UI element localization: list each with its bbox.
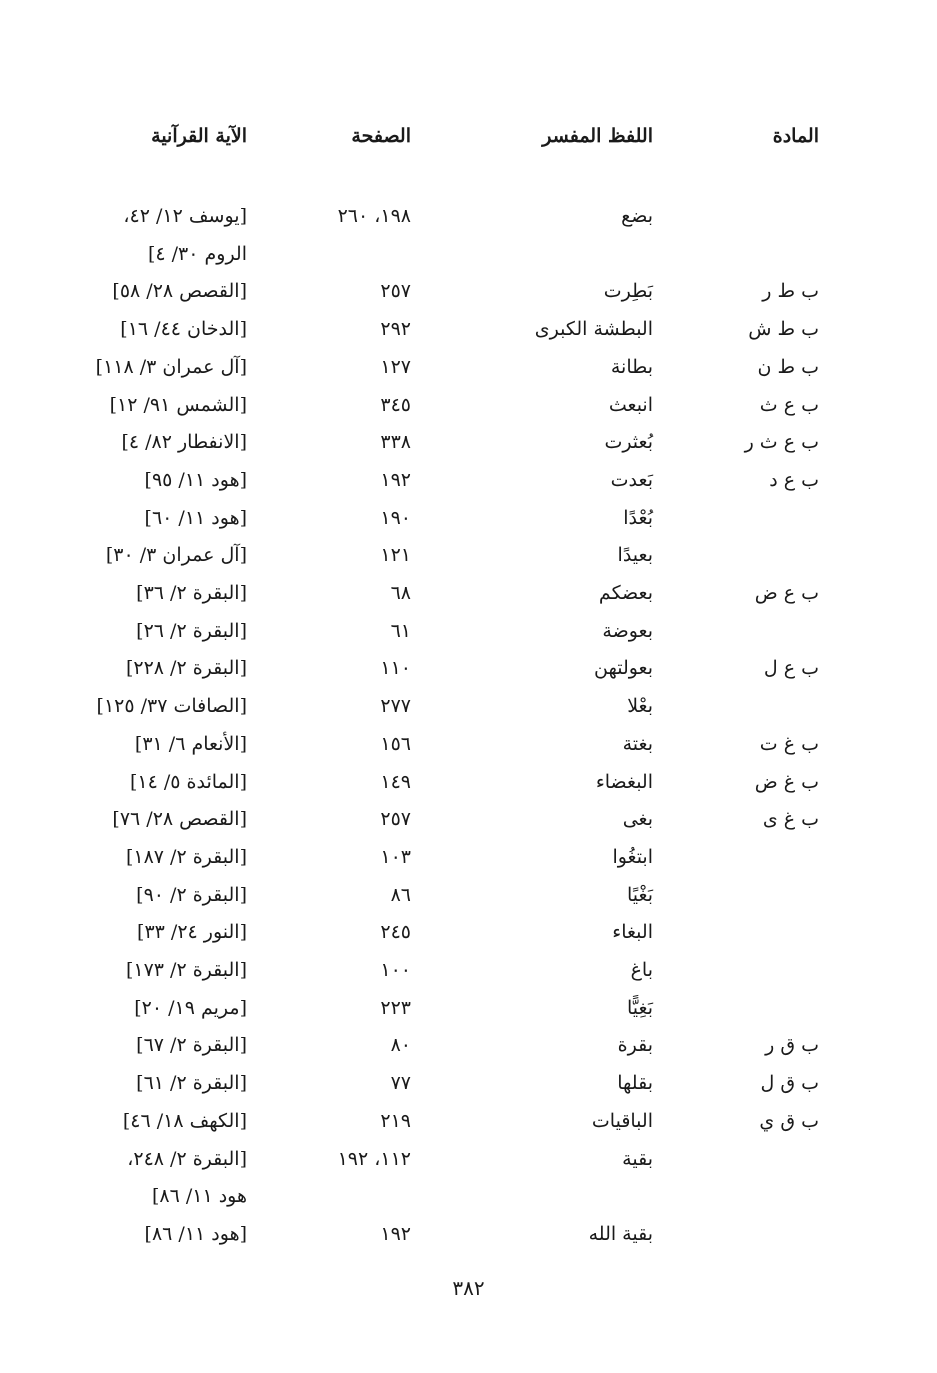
row-ayah: [البقرة ٢/ ٩٠]: [136, 884, 247, 906]
row-ayah: [الكهف ١٨/ ٤٦]: [122, 1110, 247, 1132]
row-lafz: البغاء: [612, 921, 653, 943]
table-row: [0, 732, 937, 762]
row-lafz: بَطِرت: [603, 280, 653, 302]
row-page: ٢٧٧: [380, 695, 411, 717]
row-ayah: [البقرة ٢/ ٢٤٨،: [127, 1148, 247, 1170]
row-ayah: [هود ١١/ ٦٠]: [144, 507, 247, 529]
row-madda: ب ط ش: [748, 318, 819, 340]
row-lafz: بَعدت: [610, 469, 653, 491]
row-lafz: بغتة: [622, 733, 653, 755]
row-lafz: ابتغُوا: [612, 846, 653, 868]
table-row: [0, 958, 937, 988]
table-row: [0, 694, 937, 724]
table-row: [0, 656, 937, 686]
table-row: [0, 279, 937, 309]
row-madda: ب ع ث: [759, 394, 819, 416]
row-madda: ب ع ث ر: [744, 431, 819, 453]
row-page: ١٠٣: [380, 846, 411, 868]
table-row: [0, 920, 937, 950]
table-row: [0, 468, 937, 498]
row-ayah: [البقرة ٢/ ٦٧]: [136, 1034, 247, 1056]
header-page: الصفحة: [351, 125, 411, 147]
row-lafz: بعولتهن: [593, 657, 653, 679]
row-page: ١٩٠: [380, 507, 411, 529]
row-madda: ب ط ر: [762, 280, 819, 302]
row-page: ١٢١: [380, 544, 411, 566]
row-lafz: بعيدًا: [617, 544, 653, 566]
row-page: ١٥٦: [380, 733, 411, 755]
row-ayah: الروم ٣٠/ ٤]: [147, 243, 247, 265]
row-madda: ب ع د: [769, 469, 819, 491]
row-madda: ب غ ى: [762, 808, 819, 830]
row-lafz: الباقيات: [591, 1110, 653, 1132]
page-number: ٣٨٢: [452, 1276, 485, 1300]
row-page: ٢٢٣: [380, 997, 411, 1019]
row-ayah: [الأنعام ٦/ ٣١]: [134, 733, 247, 755]
row-madda: ب ق ر: [765, 1034, 819, 1056]
row-lafz: بضع: [621, 205, 653, 227]
table-row: [0, 1071, 937, 1101]
row-lafz: انبعث: [608, 394, 653, 416]
table-row: [0, 996, 937, 1026]
table-row: [0, 1184, 937, 1214]
header-ayah: الآية القرآنية: [151, 125, 247, 147]
row-ayah: [آل عمران ٣/ ٣٠]: [105, 544, 247, 566]
row-ayah: [البقرة ٢/ ٣٦]: [136, 582, 247, 604]
row-page: ٣٣٨: [380, 431, 411, 453]
table-row: [0, 242, 937, 272]
row-lafz: بَغِيًّا: [627, 997, 653, 1019]
row-ayah: [يوسف ١٢/ ٤٢،: [123, 205, 247, 227]
table-row: [0, 581, 937, 611]
row-ayah: [الشمس ٩١/ ١٢]: [109, 394, 247, 416]
row-page: ١١٠: [380, 657, 411, 679]
row-madda: ب ع ض: [754, 582, 819, 604]
row-ayah: [القصص ٢٨/ ٥٨]: [112, 280, 247, 302]
row-ayah: [البقرة ٢/ ١٧٣]: [125, 959, 247, 981]
row-madda: ب ط ن: [757, 356, 819, 378]
table-row: [0, 543, 937, 573]
row-lafz: بُعْدًا: [623, 507, 653, 529]
row-madda: ب ق ل: [760, 1072, 819, 1094]
table-row: [0, 845, 937, 875]
row-madda: ب ق ي: [759, 1110, 819, 1132]
row-page: ١٢٧: [380, 356, 411, 378]
table-row: [0, 204, 937, 234]
row-madda: ب ع ل: [763, 657, 819, 679]
row-ayah: [البقرة ٢/ ٢٦]: [136, 620, 247, 642]
table-row: [0, 1033, 937, 1063]
row-ayah: [القصص ٢٨/ ٧٦]: [112, 808, 247, 830]
row-ayah: [هود ١١/ ٨٦]: [144, 1223, 247, 1245]
row-ayah: [النور ٢٤/ ٣٣]: [137, 921, 247, 943]
table-row: [0, 1109, 937, 1139]
table-row: [0, 770, 937, 800]
row-page: ١١٢، ١٩٢: [337, 1148, 411, 1170]
row-page: ٢٩٢: [380, 318, 411, 340]
row-madda: ب غ ت: [759, 733, 819, 755]
row-ayah: [الانفطار ٨٢/ ٤]: [121, 431, 247, 453]
table-row: [0, 393, 937, 423]
header-madda: المادة: [772, 125, 819, 147]
row-ayah: [هود ١١/ ٩٥]: [144, 469, 247, 491]
row-lafz: بقية: [622, 1148, 653, 1170]
row-ayah: [آل عمران ٣/ ١١٨]: [95, 356, 247, 378]
row-page: ٦٨: [390, 582, 411, 604]
row-lafz: بعضكم: [598, 582, 653, 604]
row-ayah: [الصافات ٣٧/ ١٢٥]: [96, 695, 247, 717]
table-row: [0, 355, 937, 385]
row-page: ٣٤٥: [380, 394, 411, 416]
row-lafz: بغى: [622, 808, 653, 830]
row-page: ١٩٢: [380, 469, 411, 491]
row-lafz: بقلها: [617, 1072, 653, 1094]
row-page: ٢٥٧: [380, 280, 411, 302]
row-lafz: البغضاء: [595, 771, 653, 793]
row-ayah: [الدخان ٤٤/ ١٦]: [120, 318, 247, 340]
row-page: ٦١: [390, 620, 411, 642]
row-page: ١٠٠: [380, 959, 411, 981]
row-ayah: [مريم ١٩/ ٢٠]: [134, 997, 247, 1019]
table-row: [0, 1222, 937, 1252]
row-lafz: باغ: [630, 959, 653, 981]
row-page: ٢٤٥: [380, 921, 411, 943]
row-page: ١٤٩: [380, 771, 411, 793]
row-page: ١٩٢: [380, 1223, 411, 1245]
header-lafz: اللفظ المفسر: [542, 125, 653, 147]
row-lafz: بطانة: [610, 356, 653, 378]
row-page: ١٩٨، ٢٦٠: [337, 205, 411, 227]
row-lafz: بَغْيًا: [627, 884, 653, 906]
row-madda: ب غ ض: [754, 771, 819, 793]
row-lafz: بُعثرت: [604, 431, 653, 453]
row-lafz: البطشة الكبرى: [534, 318, 653, 340]
row-ayah: هود ١١/ ٨٦]: [151, 1185, 247, 1207]
row-page: ٨٠: [390, 1034, 411, 1056]
table-row: [0, 1147, 937, 1177]
row-page: ٧٧: [390, 1072, 411, 1094]
row-page: ٢١٩: [380, 1110, 411, 1132]
table-row: [0, 430, 937, 460]
row-page: ٢٥٧: [380, 808, 411, 830]
table-row: [0, 883, 937, 913]
row-lafz: بقية الله: [588, 1223, 653, 1245]
row-ayah: [المائدة ٥/ ١٤]: [129, 771, 247, 793]
row-ayah: [البقرة ٢/ ٦١]: [136, 1072, 247, 1094]
row-lafz: بعوضة: [602, 620, 653, 642]
table-row: [0, 317, 937, 347]
row-lafz: بعْلا: [627, 695, 653, 717]
row-ayah: [البقرة ٢/ ٢٢٨]: [125, 657, 247, 679]
table-row: [0, 807, 937, 837]
row-ayah: [البقرة ٢/ ١٨٧]: [125, 846, 247, 868]
table-row: [0, 619, 937, 649]
row-page: ٨٦: [390, 884, 411, 906]
row-lafz: بقرة: [617, 1034, 653, 1056]
table-row: [0, 506, 937, 536]
